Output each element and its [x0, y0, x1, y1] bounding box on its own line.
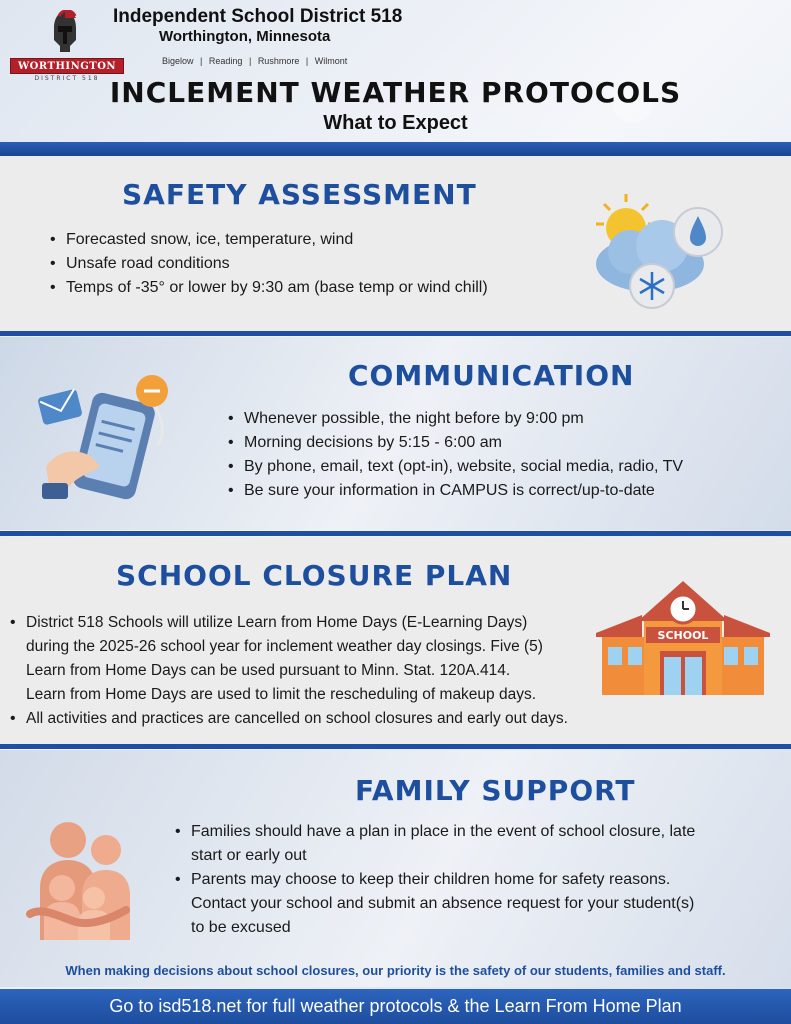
- list-item-line: Learn from Home Days are used to limit the rescheduling of makeup days.: [26, 686, 537, 703]
- list-item-line: • Parents may choose to keep their children home for safety reasons.: [191, 871, 671, 888]
- list-item: [175, 820, 775, 868]
- school-name: Bigelow: [162, 56, 194, 66]
- list-item: • Be sure your information in CAMPUS is correct/up-to-date: [228, 479, 683, 503]
- weather-icon: [590, 188, 730, 316]
- school-name: Wilmont: [314, 56, 348, 66]
- district-location: Worthington, Minnesota: [159, 28, 331, 45]
- district-title: Independent School District 518: [113, 6, 403, 27]
- school-building-icon: [596, 581, 770, 699]
- list-item: • All activities and practices are cancelled on school closures and early out days.: [10, 707, 590, 731]
- priority-statement: When making decisions about school closures, our priority is the safety of our students, families and staff.: [65, 963, 726, 978]
- list-item-line: Learn from Home Days can be used pursuant to Minn. Stat. 120A.414.: [26, 662, 511, 679]
- school-separator: |: [305, 56, 309, 66]
- school-separator: |: [248, 56, 252, 66]
- section-title: SAFETY ASSESSMENT: [122, 178, 477, 211]
- divider-band: [0, 744, 791, 749]
- list-item: [10, 611, 590, 707]
- footer-link-banner[interactable]: Go to isd518.net for full weather protocols & the Learn From Home Plan: [0, 989, 791, 1024]
- school-name: Rushmore: [257, 56, 300, 66]
- family-bullet-list: [175, 820, 775, 940]
- list-item: • Unsafe road conditions: [50, 252, 488, 276]
- page-title: INCLEMENT WEATHER PROTOCOLS: [109, 76, 682, 109]
- communication-bullet-list: [228, 407, 683, 503]
- section-school-closure-plan: [0, 537, 791, 744]
- list-item: [175, 868, 775, 940]
- divider-band: [0, 142, 791, 156]
- school-list: [160, 56, 349, 66]
- section-safety-assessment: [0, 156, 791, 331]
- list-item-line: during the 2025-26 school year for inclement weather day closings. Five (5): [26, 638, 543, 655]
- closure-bullet-list: [10, 611, 590, 731]
- safety-bullet-list: [50, 228, 488, 300]
- list-item: • Forecasted snow, ice, temperature, wind: [50, 228, 488, 252]
- list-item: • Temps of -35° or lower by 9:30 am (base temp or wind chill): [50, 276, 488, 300]
- school-name: Reading: [208, 56, 243, 66]
- logo-district: DISTRICT 518: [34, 75, 100, 82]
- divider-band: [0, 331, 791, 336]
- district-logo: [8, 8, 120, 80]
- section-title: SCHOOL CLOSURE PLAN: [116, 559, 513, 592]
- list-item: • Morning decisions by 5:15 - 6:00 am: [228, 431, 683, 455]
- spartan-helmet-icon: [50, 10, 80, 54]
- list-item-line: • District 518 Schools will utilize Learn from Home Days (E-Learning Days): [26, 614, 528, 631]
- list-item-line: start or early out: [191, 847, 307, 864]
- logo-wordmark: WORTHINGTON: [10, 58, 124, 74]
- list-item-line: to be excused: [191, 919, 291, 936]
- list-item: • By phone, email, text (opt-in), website, social media, radio, TV: [228, 455, 683, 479]
- list-item: • Whenever possible, the night before by 9:00 pm: [228, 407, 683, 431]
- section-communication: [0, 337, 791, 530]
- school-separator: |: [200, 56, 203, 66]
- section-family-support: [0, 750, 791, 987]
- list-item-line: Contact your school and submit an absence request for your student(s): [191, 895, 695, 912]
- school-sign: SCHOOL: [657, 629, 709, 642]
- phone-message-icon: [36, 371, 176, 501]
- section-title: COMMUNICATION: [348, 359, 635, 392]
- family-icon: [22, 818, 138, 940]
- list-item-line: • Families should have a plan in place in the event of school closure, late: [191, 823, 696, 840]
- section-title: FAMILY SUPPORT: [355, 774, 636, 807]
- divider-band: [0, 531, 791, 536]
- page-subtitle: What to Expect: [323, 112, 468, 134]
- page-header: [0, 0, 791, 142]
